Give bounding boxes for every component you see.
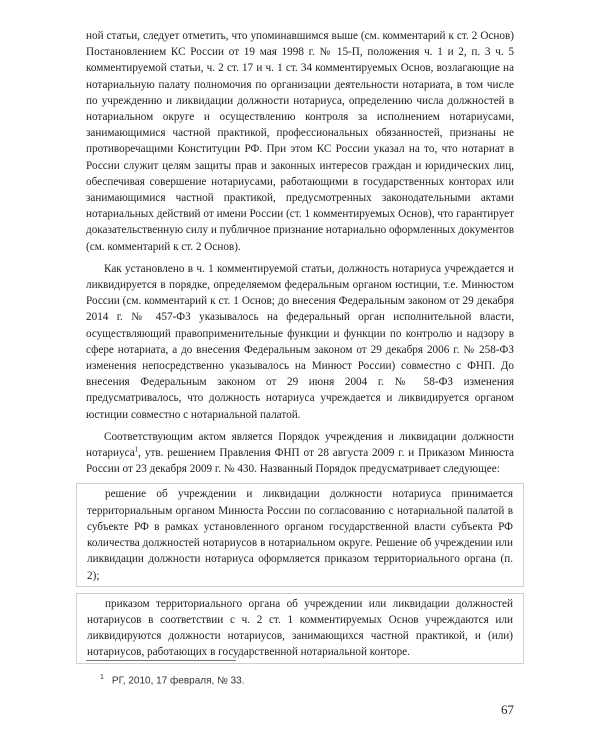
paragraph-2: Как установлено в ч. 1 комментируемой статьи, должность нотариуса учреждается и ликвидируется в порядке, определяемом федеральным органом юстиции, т.е. Минюстом России (см. комментарий к ст. 1 Основ; до внесения Федеральным законом от 29 декабря 2014 г. № 457-ФЗ указывалось на федеральный орган исполнительной власти, осуществляющий правоприменительные функции и функции по контролю и надзору в сфере нотариата, а до внесения Федеральным законом от 29 декабря 2006 г. № 258-ФЗ изменения непосредственно указывалось на Минюст России) совместно с ФНП. До внесения Федеральным законом от 29 июня 2004 г. № 58-ФЗ изменения предусматривалось, что должность нотариуса учреждается и ликвидируется органом юстиции совместно с нотариальной палатой.: [86, 262, 514, 421]
quote-item-1-text: решение об учреждении и ликвидации должности нотариуса принимается территориальным органом Минюста России по согласованию с нотариальной палатой в субъекте РФ в рамках установленного органом государственной власти субъекта РФ количества должностей нотариусов в нотариальном округе. Решение об учреждении или ликвидации должности нотариуса оформляется приказом территориального органа (п. 2);: [87, 488, 513, 582]
paragraph-3-start: Соответствующим актом является Порядок учреждения и ликвидации должности нотариуса: [86, 430, 514, 460]
footnote-text: РГ, 2010, 17 февраля, № 33.: [111, 675, 245, 687]
paragraph-3-end: , утв. решением Правления ФНП от 28 августа 2009 г. и Приказом Минюста России от 23 декабря 2009 г. № 430. Названный Порядок предусматривает следующее:: [86, 447, 514, 476]
quote-item-2: [76, 593, 524, 664]
footnote-reference: 1: [134, 445, 139, 454]
body-text: [86, 28, 514, 670]
footnote-mark: 1: [100, 674, 104, 681]
paragraph-1: ной статьи, следует отметить, что упоминавшимся выше (см. комментарий к ст. 2 Основ) Постановлением КС России от 19 мая 1998 г. № 15-П, положения ч. 1 и 2, п. 3 ч. 5 комментируемой статьи, ч. 2 ст. 17 и ч. 1 ст. 34 комментируемых Основ, возлагающие на нотариальную палату полномочия по организации деятельности нотариата, в том числе по учреждению и ликвидации должности нотариуса, определению числа должностей в нотариальном округе и осуществлению контроля за исполнением нотариусами, занимающимися частной практикой, профессиональных обязанностей, признаны не противоречащими Конституции РФ. При этом КС России указал на то, что нотариат в России служит целям защиты прав и законных интересов граждан и юридических лиц, обеспечивая совершение нотариусами, работающими в государственных конторах или занимающимися частной практикой, предусмотренных законодательными актами нотариальных действий от имени России (ст. 1 комментируемых Основ), что гарантирует доказательственную силу и публичное признание нотариально оформленных документов (см. комментарий к ст. 2 Основ).: [86, 30, 514, 253]
quote-item-2-text: приказом территориального органа об учреждении или ликвидации должностей нотариусов в соответствии с ч. 2 ст. 1 комментируемых Основ учреждаются или ликвидируются должности нотариусов, занимающихся частной практикой, и (или) нотариусов, работающих в государственной нотариальной конторе.: [87, 597, 513, 659]
quote-item-1: [76, 483, 524, 586]
footnote-divider: [86, 660, 236, 661]
page-number: 67: [501, 702, 514, 717]
footnote: [100, 674, 510, 686]
paragraph-3: [86, 429, 514, 478]
